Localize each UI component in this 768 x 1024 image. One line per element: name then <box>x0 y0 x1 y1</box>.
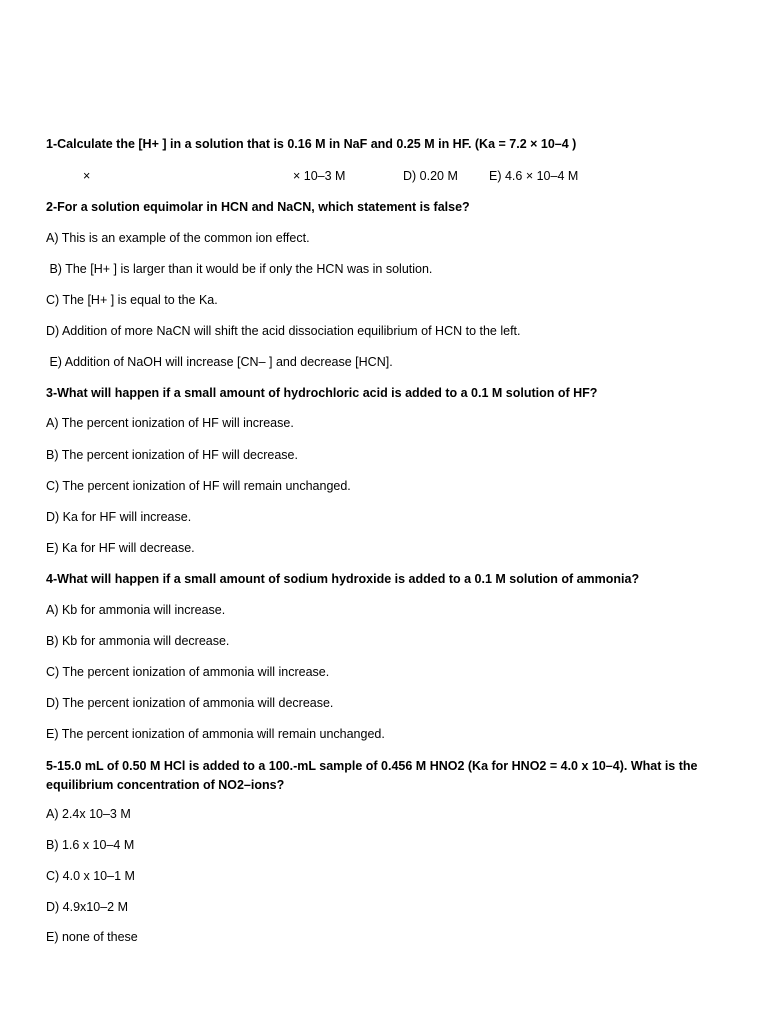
question-4-option-d: D) The percent ionization of ammonia will decrease. <box>46 696 334 710</box>
question-4-option-c: C) The percent ionization of ammonia will increase. <box>46 665 330 679</box>
question-2-option-d: D) Addition of more NaCN will shift the acid dissociation equilibrium of HCN to the left. <box>46 324 521 338</box>
question-3-option-d: D) Ka for HF will increase. <box>46 510 192 524</box>
question-3-option-a: A) The percent ionization of HF will increase. <box>46 416 294 430</box>
option-fragment: × <box>83 169 91 183</box>
question-5-option-c: C) 4.0 x 10–1 M <box>46 869 135 883</box>
question-4-option-a: A) Kb for ammonia will increase. <box>46 603 226 617</box>
question-5-option-b: B) 1.6 x 10–4 M <box>46 838 135 852</box>
option-d: D) 0.20 M <box>403 169 458 183</box>
option-fragment: × 10–3 M <box>293 169 346 183</box>
option-e: E) 4.6 × 10–4 M <box>489 169 579 183</box>
question-2-title: 2-For a solution equimolar in HCN and NaCN, which statement is false? <box>46 200 470 214</box>
question-3-option-e: E) Ka for HF will decrease. <box>46 541 195 555</box>
question-2-option-a: A) This is an example of the common ion effect. <box>46 231 310 245</box>
question-3-option-c: C) The percent ionization of HF will remain unchanged. <box>46 479 351 493</box>
question-5-option-d: D) 4.9x10–2 M <box>46 900 128 914</box>
question-5-option-e: E) none of these <box>46 930 138 944</box>
question-5-title: 5-15.0 mL of 0.50 M HCl is added to a 100.-mL sample of 0.456 M HNO2 (Ka for HNO2 = 4.0 x 10–4). What is the equilibrium concentration of NO2–ions? <box>46 759 698 792</box>
question-1-title: 1-Calculate the [H+ ] in a solution that is 0.16 M in NaF and 0.25 M in HF. (Ka = 7.2 × 10–4 ) <box>46 137 577 151</box>
question-4-option-e: E) The percent ionization of ammonia will remain unchanged. <box>46 727 385 741</box>
question-3-title: 3-What will happen if a small amount of hydrochloric acid is added to a 0.1 M solution of HF? <box>46 386 598 400</box>
question-4-option-b: B) Kb for ammonia will decrease. <box>46 634 230 648</box>
question-5-option-a: A) 2.4x 10–3 M <box>46 807 131 821</box>
question-2-option-c: C) The [H+ ] is equal to the Ka. <box>46 293 218 307</box>
question-4-title: 4-What will happen if a small amount of sodium hydroxide is added to a 0.1 M solution of ammonia? <box>46 572 640 586</box>
question-2-option-e: E) Addition of NaOH will increase [CN– ] and decrease [HCN]. <box>46 355 393 369</box>
question-3-option-b: B) The percent ionization of HF will decrease. <box>46 448 298 462</box>
question-2-option-b: B) The [H+ ] is larger than it would be if only the HCN was in solution. <box>46 262 433 276</box>
